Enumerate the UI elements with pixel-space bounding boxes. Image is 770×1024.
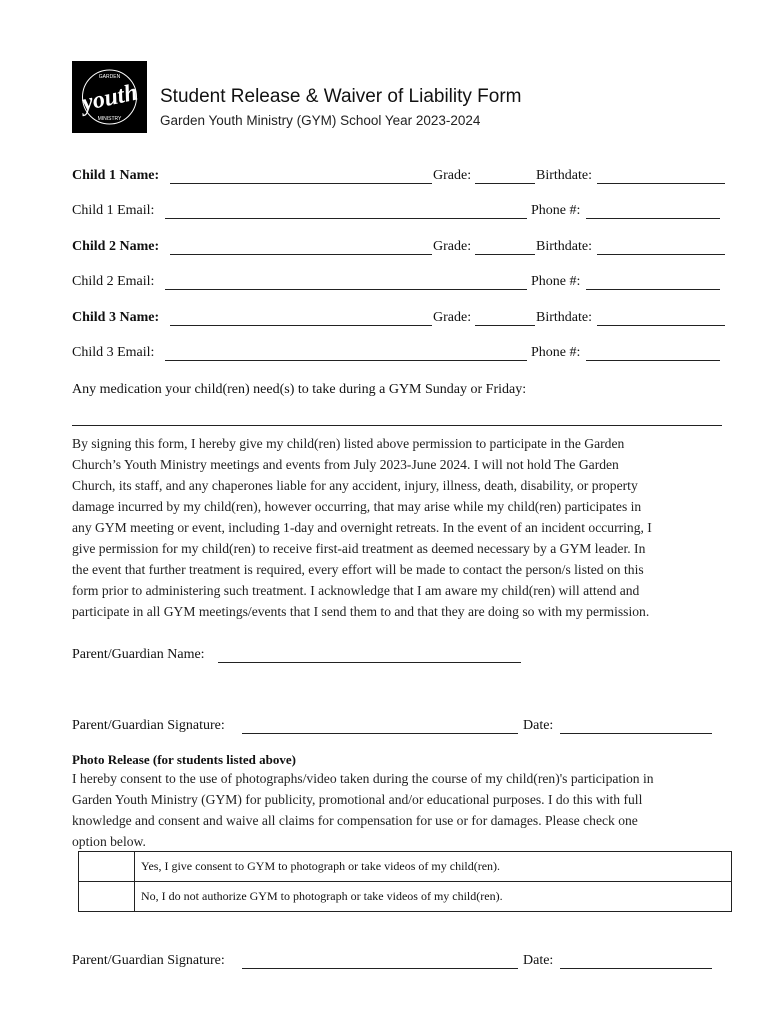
waiver-line: participate in all GYM meetings/events that I send them to and that they are doing so with my permission. <box>72 604 650 619</box>
waiver-paragraph <box>72 433 732 622</box>
photo-release-line: knowledge and consent and waive all claims for compensation for use or for damages. Please check one <box>72 813 638 828</box>
child-3-grade-label: Grade: <box>433 310 472 325</box>
guardian-name-row <box>72 647 726 667</box>
guardian-signature-row <box>72 718 726 738</box>
page-title: Student Release & Waiver of Liability Form <box>160 86 522 107</box>
child-2-name-field[interactable] <box>170 254 432 255</box>
child-2-phone-label: Phone #: <box>531 274 581 289</box>
consent-option-yes-row <box>79 852 732 882</box>
consent-no-checkbox[interactable] <box>79 882 135 912</box>
medication-label: Any medication your child(ren) need(s) to take during a GYM Sunday or Friday: <box>72 382 527 397</box>
consent-yes-checkbox[interactable] <box>79 852 135 882</box>
photo-release-line: option below. <box>72 834 146 849</box>
child-1-grade-label: Grade: <box>433 168 472 183</box>
photo-release-line: I hereby consent to the use of photographs/video taken during the course of my child(ren)'s participation in <box>72 771 654 786</box>
waiver-line: the event that further treatment is required, every effort will be made to contact the person/s listed on this <box>72 562 644 577</box>
child-2-email-field[interactable] <box>165 289 527 290</box>
logo-wordmark: youth <box>79 79 140 117</box>
medication-field[interactable] <box>72 425 722 426</box>
waiver-line: damage incurred by my child(ren), however occurring, that may arise while my child(ren) participates in <box>72 499 642 514</box>
child-2-name-row <box>72 239 726 259</box>
child-1-email-row <box>72 203 726 223</box>
child-3-email-row <box>72 345 726 365</box>
photo-release-line: Garden Youth Ministry (GYM) for publicity, promotional and/or educational purposes. I do this with full <box>72 792 643 807</box>
child-2-grade-field[interactable] <box>475 254 535 255</box>
photo-consent-table <box>78 851 732 912</box>
waiver-line: Church’s Youth Ministry meetings and events from July 2023-June 2024. I will not hold The Garden <box>72 457 619 472</box>
waiver-line: By signing this form, I hereby give my child(ren) listed above permission to participate in the Garden <box>72 436 625 451</box>
child-3-email-label: Child 3 Email: <box>72 345 155 360</box>
waiver-line: any GYM meeting or event, including 1-day and overnight retreats. In the event of an incident occurring, I <box>72 520 652 535</box>
child-1-birthdate-field[interactable] <box>597 183 725 184</box>
child-3-birthdate-label: Birthdate: <box>536 310 592 325</box>
child-1-name-field[interactable] <box>170 183 432 184</box>
final-date-field[interactable] <box>560 968 712 969</box>
child-3-name-label: Child 3 Name: <box>72 310 160 325</box>
final-signature-row <box>72 953 726 973</box>
child-2-birthdate-label: Birthdate: <box>536 239 592 254</box>
guardian-signature-label: Parent/Guardian Signature: <box>72 718 225 733</box>
child-2-email-row <box>72 274 726 294</box>
child-1-name-label: Child 1 Name: <box>72 168 160 183</box>
child-1-birthdate-label: Birthdate: <box>536 168 592 183</box>
waiver-line: form prior to administering such treatment. I acknowledge that I am aware my child(ren) will attend and <box>72 583 640 598</box>
child-2-email-label: Child 2 Email: <box>72 274 155 289</box>
child-1-grade-field[interactable] <box>475 183 535 184</box>
child-3-email-field[interactable] <box>165 360 527 361</box>
waiver-line: give permission for my child(ren) to receive first-aid treatment as deemed necessary by a GYM leader. In <box>72 541 646 556</box>
child-1-email-label: Child 1 Email: <box>72 203 155 218</box>
youth-logo-icon <box>72 61 147 133</box>
logo-ring-bottom: MINISTRY <box>97 116 122 122</box>
photo-release-heading: Photo Release (for students listed above) <box>72 752 296 767</box>
consent-yes-label: Yes, I give consent to GYM to photograph or take videos of my child(ren). <box>135 852 732 882</box>
photo-release-paragraph <box>72 768 732 852</box>
child-1-phone-field[interactable] <box>586 218 720 219</box>
final-date-label: Date: <box>523 953 554 968</box>
medication-row <box>72 382 726 402</box>
logo-ring-top: GARDEN <box>98 74 121 80</box>
child-1-name-row <box>72 168 726 188</box>
consent-no-label: No, I do not authorize GYM to photograph or take videos of my child(ren). <box>135 882 732 912</box>
youth-logo <box>72 61 147 133</box>
child-3-grade-field[interactable] <box>475 325 535 326</box>
guardian-signature-field[interactable] <box>242 733 518 734</box>
child-3-birthdate-field[interactable] <box>597 325 725 326</box>
page-subtitle: Garden Youth Ministry (GYM) School Year 2023-2024 <box>160 113 481 128</box>
final-signature-label: Parent/Guardian Signature: <box>72 953 225 968</box>
child-3-phone-label: Phone #: <box>531 345 581 360</box>
guardian-date-field[interactable] <box>560 733 712 734</box>
child-2-phone-field[interactable] <box>586 289 720 290</box>
waiver-line: Church, its staff, and any chaperones liable for any accident, injury, illness, death, disability, or property <box>72 478 638 493</box>
child-3-name-row <box>72 310 726 330</box>
consent-option-no-row <box>79 882 732 912</box>
child-1-phone-label: Phone #: <box>531 203 581 218</box>
child-2-grade-label: Grade: <box>433 239 472 254</box>
final-signature-field[interactable] <box>242 968 518 969</box>
child-3-name-field[interactable] <box>170 325 432 326</box>
child-3-phone-field[interactable] <box>586 360 720 361</box>
guardian-date-label: Date: <box>523 718 554 733</box>
guardian-name-label: Parent/Guardian Name: <box>72 647 205 662</box>
guardian-name-field[interactable] <box>218 662 521 663</box>
child-2-name-label: Child 2 Name: <box>72 239 160 254</box>
child-1-email-field[interactable] <box>165 218 527 219</box>
child-2-birthdate-field[interactable] <box>597 254 725 255</box>
